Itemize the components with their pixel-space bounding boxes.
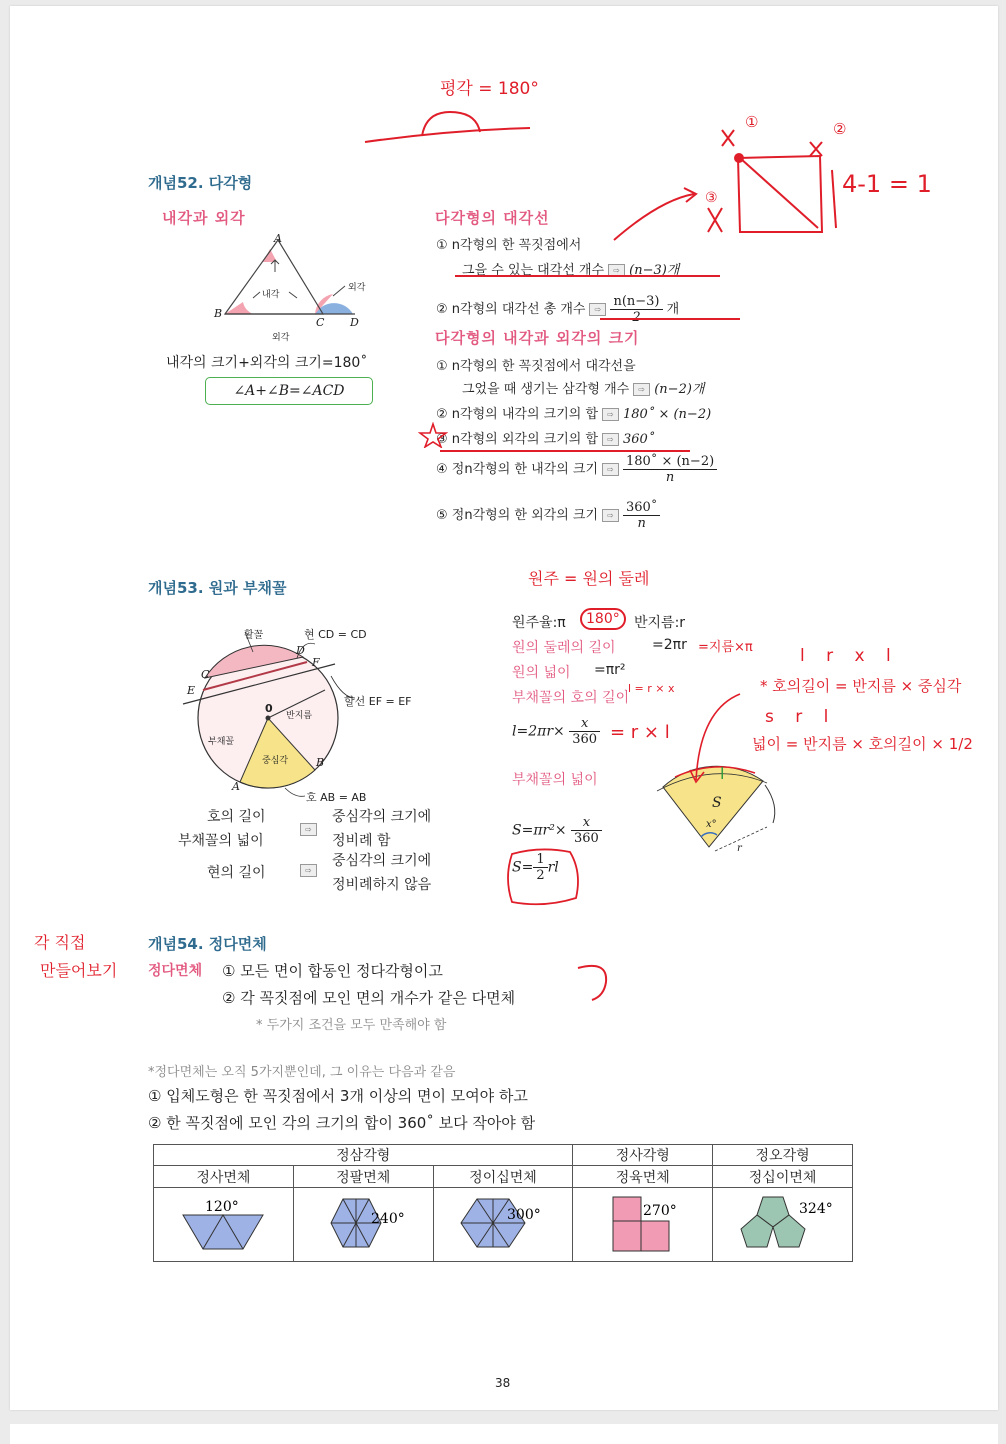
definition-1: ① 모든 면이 합동인 정다각형이고 xyxy=(222,962,443,980)
subheading-inner-outer: 내각과 외각 xyxy=(162,209,246,227)
dodecahedron-net-icon xyxy=(733,1193,833,1253)
reason-1: ① 입체도형은 한 꼭짓점에서 3개 이상의 면이 모여야 하고 xyxy=(148,1087,528,1105)
name-hexahedron: 정육면체 xyxy=(573,1166,713,1188)
arc-formula xyxy=(512,716,600,747)
area-value: =πr² xyxy=(594,662,626,678)
pi-label: 원주율:π xyxy=(512,615,566,631)
arc-fraction xyxy=(569,716,600,747)
vertex-mark-2: ② xyxy=(833,120,847,138)
handwritten-arc-rule: * 호의길이 = 반지름 × 중심각 xyxy=(760,677,962,695)
diag-rule-1-value: (n−3)개 xyxy=(629,263,680,278)
diag-rule-2-text: ② n각형의 대각선 총 개수 xyxy=(436,302,586,317)
arrow-icon: ⇨ xyxy=(602,463,619,476)
fraction-numerator: 360˚ xyxy=(623,500,660,516)
name-icosahedron: 정이십면체 xyxy=(433,1166,573,1188)
area-label: 원의 넓이 xyxy=(512,665,571,681)
fraction-denominator: n xyxy=(665,470,675,485)
prop-chord-length: 현의 길이 xyxy=(207,865,266,881)
fraction-denominator: 360 xyxy=(572,732,598,747)
reason-2: ② 한 꼭짓점에 모인 각의 크기의 합이 360˚ 보다 작아야 함 xyxy=(148,1114,536,1132)
star-mark-icon xyxy=(418,422,448,448)
arrow-icon: ⇨ xyxy=(602,433,619,446)
angle-rule-4-text: ④ 정n각형의 한 내각의 크기 xyxy=(436,462,599,477)
sector-rl: rl xyxy=(547,859,559,876)
label-F: F xyxy=(312,656,320,669)
name-octahedron: 정팔면체 xyxy=(293,1166,433,1188)
handwritten-letters-2: s r l xyxy=(765,707,837,727)
label-radius: 반지름 xyxy=(286,711,313,721)
arrow-icon: ⇨ xyxy=(602,408,619,421)
arrow-icon: ⇨ xyxy=(300,823,317,836)
fraction-denominator: 2 xyxy=(632,310,641,325)
handwritten-l-arc: l = r × x xyxy=(628,682,675,695)
sector-area-label: 부채꼴의 넓이 xyxy=(512,772,598,788)
angle-sum-rule: 내각의 크기+외각의 크기=180˚ xyxy=(166,355,368,371)
angle-324: 324° xyxy=(798,1200,833,1217)
label-secant: 할선 EF = EF xyxy=(344,695,412,708)
sector-formula-left: S=πr²× xyxy=(512,822,567,839)
red-underline xyxy=(455,275,720,277)
vertex-mark-1: ① xyxy=(745,113,759,131)
angle-rule-2-value: 180˚ × (n−2) xyxy=(623,407,712,422)
handwritten-diag-calc: 4-1 = 1 xyxy=(842,170,932,198)
label-E: E xyxy=(187,684,196,697)
prop-not-proportional-a: 중심각의 크기에 xyxy=(332,853,432,869)
angle-rule-1a: ① n각형의 한 꼭짓점에서 대각선을 xyxy=(436,359,636,374)
prop-proportional-b: 정비례 함 xyxy=(332,833,391,849)
angle-rule-4-fraction xyxy=(623,454,717,485)
sector-figure-r: r xyxy=(737,843,742,854)
angle-rule-2-text: ② n각형의 내각의 크기의 합 xyxy=(436,407,599,422)
arrow-icon: ⇨ xyxy=(602,509,619,522)
prop-not-proportional-b: 정비례하지 않음 xyxy=(332,877,432,893)
red-underline xyxy=(440,450,690,452)
angle-rule-1-value: (n−2)개 xyxy=(654,382,705,397)
angle-rule-5-fraction xyxy=(623,500,660,531)
group-triangle: 정삼각형 xyxy=(154,1145,573,1166)
triangle-label-B: B xyxy=(214,307,223,320)
handwritten-area-rule: 넓이 = 반지름 × 호의길이 × 1/2 xyxy=(752,735,973,753)
net-tetrahedron xyxy=(154,1188,294,1262)
handwritten-side-note-2: 만들어보기 xyxy=(40,961,118,980)
subheading-diagonals: 다각형의 대각선 xyxy=(435,209,550,227)
handwritten-letters-1: l r x l xyxy=(800,646,899,666)
outer-angle-label-bottom: 외각 xyxy=(272,333,290,343)
angle-rule-1b-text: 그었을 때 생기는 삼각형 개수 xyxy=(462,382,630,397)
radius-label: 반지름:r xyxy=(634,615,686,631)
name-dodecahedron: 정십이면체 xyxy=(713,1166,853,1188)
arrow-icon: ⇨ xyxy=(608,264,625,277)
arrow-icon: ⇨ xyxy=(589,303,606,316)
angle-rule-3 xyxy=(436,428,654,447)
circumference-value: =2πr xyxy=(652,637,687,653)
straight-angle-sketch xyxy=(360,100,540,150)
icosahedron-net-icon xyxy=(453,1193,553,1253)
label-arc-segment: 활꼴 xyxy=(244,630,264,641)
net-icosahedron xyxy=(433,1188,573,1262)
outer-angle-label-right: 외각 xyxy=(348,283,366,293)
handwritten-circumference-note: 원주 = 원의 둘레 xyxy=(528,569,650,588)
definition-2: ② 각 꼭짓점에 모인 면의 개수가 같은 다면체 xyxy=(222,989,516,1007)
group-square: 정사각형 xyxy=(573,1145,713,1166)
red-underline xyxy=(600,318,740,320)
definition-note: * 두가지 조건을 모두 만족해야 함 xyxy=(256,1018,447,1033)
section-title-54: 개념54. 정다면체 xyxy=(148,935,267,953)
fraction-numerator: 180˚ × (n−2) xyxy=(623,454,717,470)
fraction-numerator: x xyxy=(569,716,600,732)
tetrahedron-net-icon xyxy=(173,1193,273,1253)
handwritten-diameter-pi: =지름×π xyxy=(698,640,753,655)
angle-rule-5-text: ⑤ 정n각형의 한 외각의 크기 xyxy=(436,508,599,523)
diag-rule-1b-text: 그을 수 있는 대각선 개수 xyxy=(462,263,605,278)
handwritten-l-label: l xyxy=(720,764,725,783)
vertex-mark-3: ③ xyxy=(705,190,718,206)
red-circle-mark xyxy=(500,842,590,912)
diag-rule-2-fraction xyxy=(610,294,662,325)
arc-length-label: 부채꼴의 호의 길이 xyxy=(512,690,630,706)
angle-rule-1b xyxy=(462,378,704,397)
triangle-label-C: C xyxy=(316,316,325,329)
fraction-denominator: 360 xyxy=(574,831,599,846)
label-D: D xyxy=(296,644,305,657)
section-title-53: 개념53. 원과 부채꼴 xyxy=(148,579,287,597)
net-dodecahedron xyxy=(713,1188,853,1262)
prop-sector-area: 부채꼴의 넓이 xyxy=(178,833,264,849)
label-center-angle: 중심각 xyxy=(262,756,289,766)
label-A: A xyxy=(232,780,240,793)
group-pentagon: 정오각형 xyxy=(713,1145,853,1166)
handwritten-side-note-1: 각 직접 xyxy=(34,933,86,952)
angle-rule-5 xyxy=(436,500,660,531)
fraction-denominator: 2 xyxy=(536,868,545,883)
label-B: B xyxy=(316,756,325,769)
diag-rule-2-unit: 개 xyxy=(666,302,680,317)
fraction-denominator: n xyxy=(637,516,646,531)
sector-s: S= xyxy=(512,859,534,876)
hexahedron-net-icon xyxy=(593,1193,693,1253)
angle-270: 270° xyxy=(642,1202,677,1219)
label-C: C xyxy=(201,668,210,681)
diag-rule-2 xyxy=(436,294,679,325)
fraction-numerator: n(n−3) xyxy=(610,294,662,310)
handwritten-pointer-arrow xyxy=(680,690,760,790)
circumference-label: 원의 둘레의 길이 xyxy=(512,640,616,656)
handwritten-note-straight-angle: 평각 = 180° xyxy=(440,79,539,99)
label-arc: 호 AB = AB xyxy=(306,791,367,804)
triangle-label-D: D xyxy=(350,316,359,329)
angle-120: 120° xyxy=(205,1198,240,1215)
angle-240: 240° xyxy=(371,1210,405,1227)
angle-300: 300° xyxy=(506,1206,541,1223)
inner-angle-label: 내각 xyxy=(262,290,280,300)
next-page-edge xyxy=(10,1424,998,1444)
reason-intro: *정다면체는 오직 5가지뿐인데, 그 이유는 다음과 같음 xyxy=(148,1065,456,1080)
fraction-numerator: 1 xyxy=(533,852,547,868)
prop-proportional-a: 중심각의 크기에 xyxy=(332,809,432,825)
net-hexahedron xyxy=(573,1188,713,1262)
arrow-icon: ⇨ xyxy=(633,383,650,396)
prop-arc-length: 호의 길이 xyxy=(207,809,266,825)
handwritten-arc-shortcut: = r × l xyxy=(610,722,670,743)
label-chord: 현 CD = CD xyxy=(304,628,367,641)
page-number: 38 xyxy=(495,1376,511,1390)
polyhedron-table xyxy=(153,1144,853,1262)
subheading-angle-sizes: 다각형의 내각과 외각의 크기 xyxy=(435,329,640,347)
diag-rule-1a: ① n각형의 한 꼭짓점에서 xyxy=(436,238,582,253)
arc-formula-left: l=2πr× xyxy=(512,723,565,740)
angle-rule-2 xyxy=(436,403,711,422)
triangle-label-A: A xyxy=(274,232,282,245)
handwritten-pi-circle: 180° xyxy=(580,608,626,630)
angle-rule-4 xyxy=(436,454,717,485)
angle-rule-3-value: 360˚ xyxy=(623,432,655,447)
angle-rule-3-text: ③ n각형의 외각의 크기의 합 xyxy=(436,432,599,447)
label-sector: 부채꼴 xyxy=(208,737,235,747)
arrow-icon: ⇨ xyxy=(300,864,317,877)
name-tetrahedron: 정사면체 xyxy=(154,1166,294,1188)
sector-figure-S: S xyxy=(712,795,722,811)
term-regular-polyhedron: 정다면체 xyxy=(148,963,203,979)
net-octahedron xyxy=(293,1188,433,1262)
sector-figure-x: x° xyxy=(706,819,717,830)
section-title-52: 개념52. 다각형 xyxy=(148,174,253,192)
label-center-O: 0 xyxy=(265,702,273,715)
fraction-numerator: x xyxy=(571,815,602,831)
red-bracket-mark xyxy=(572,960,612,1004)
angle-relation-box: ∠A+∠B=∠ACD xyxy=(205,377,373,405)
octahedron-net-icon xyxy=(313,1193,413,1253)
